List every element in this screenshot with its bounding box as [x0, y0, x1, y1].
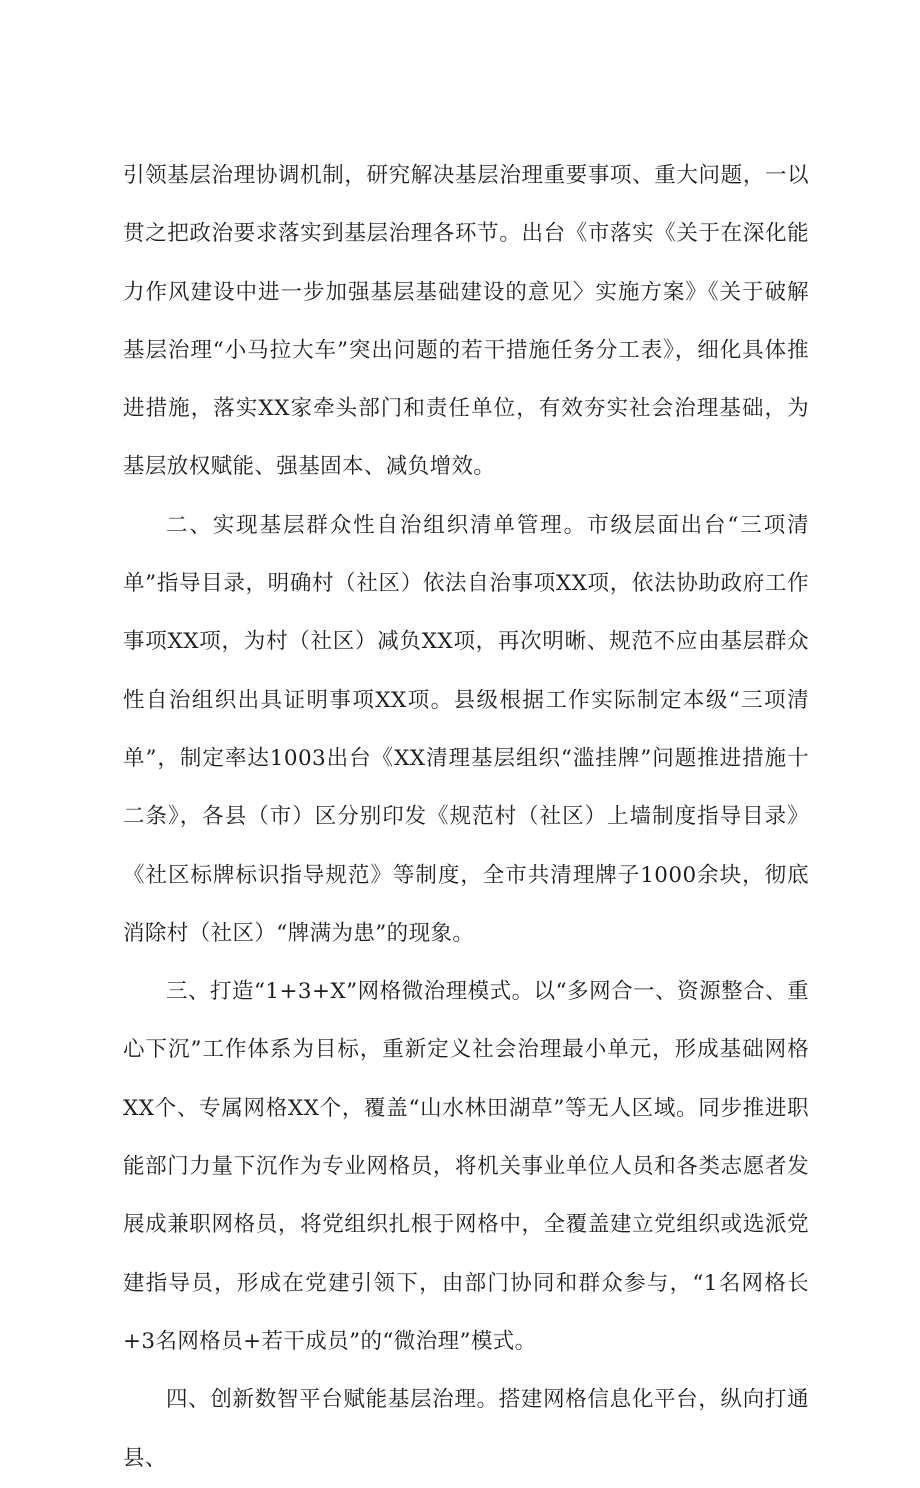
document-body	[123, 147, 809, 1488]
paragraph-section-two: 二、实现基层群众性自治组织清单管理。市级层面出台“三项清单”指导目录，明确村（社区）依法自治事项XX项，依法协助政府工作事项XX项，为村（社区）减负XX项，再次明晰、规范不应由基层群众性自治组织出具证明事项XX项。县级根据工作实际制定本级“三项清单”，制定率达1003出台《XX清理基层组织“滥挂牌”问题推进措施十二条》，各县（市）区分别印发《规范村（社区）上墙制度指导目录》《社区标牌标识指导规范》等制度，全市共清理牌子1000余块，彻底消除村（社区）“牌满为患”的现象。	[123, 512, 809, 946]
paragraph-continuation: 引领基层治理协调机制，研究解决基层治理重要事项、重大问题，一以贯之把政治要求落实到基层治理各环节。出台《市落实《关于在深化能力作风建设中进一步加强基层基础建设的意见〉实施方案》《关于破解基层治理“小马拉大车”突出问题的若干措施任务分工表》，细化具体推进措施，落实XX家牵头部门和责任单位，有效夯实社会治理基础，为基层放权赋能、强基固本、减负增效。	[123, 163, 809, 480]
paragraph-section-four: 四、创新数智平台赋能基层治理。搭建网格信息化平台，纵向打通县、	[123, 1387, 809, 1471]
paragraph-section-three: 三、打造“1+3+X”网格微治理模式。以“多网合一、资源整合、重心下沉”工作体系为目标，重新定义社会治理最小单元，形成基础网格XX个、专属网格XX个，覆盖“山水林田湖草”等无人区域。同步推进职能部门力量下沉作为专业网格员，将机关事业单位人员和各类志愿者发展成兼职网格员，将党组织扎根于网格中，全覆盖建立党组织或选派党建指导员，形成在党建引领下，由部门协同和群众参与，“1名网格长+3名网格员+若干成员”的“微治理”模式。	[123, 979, 809, 1354]
